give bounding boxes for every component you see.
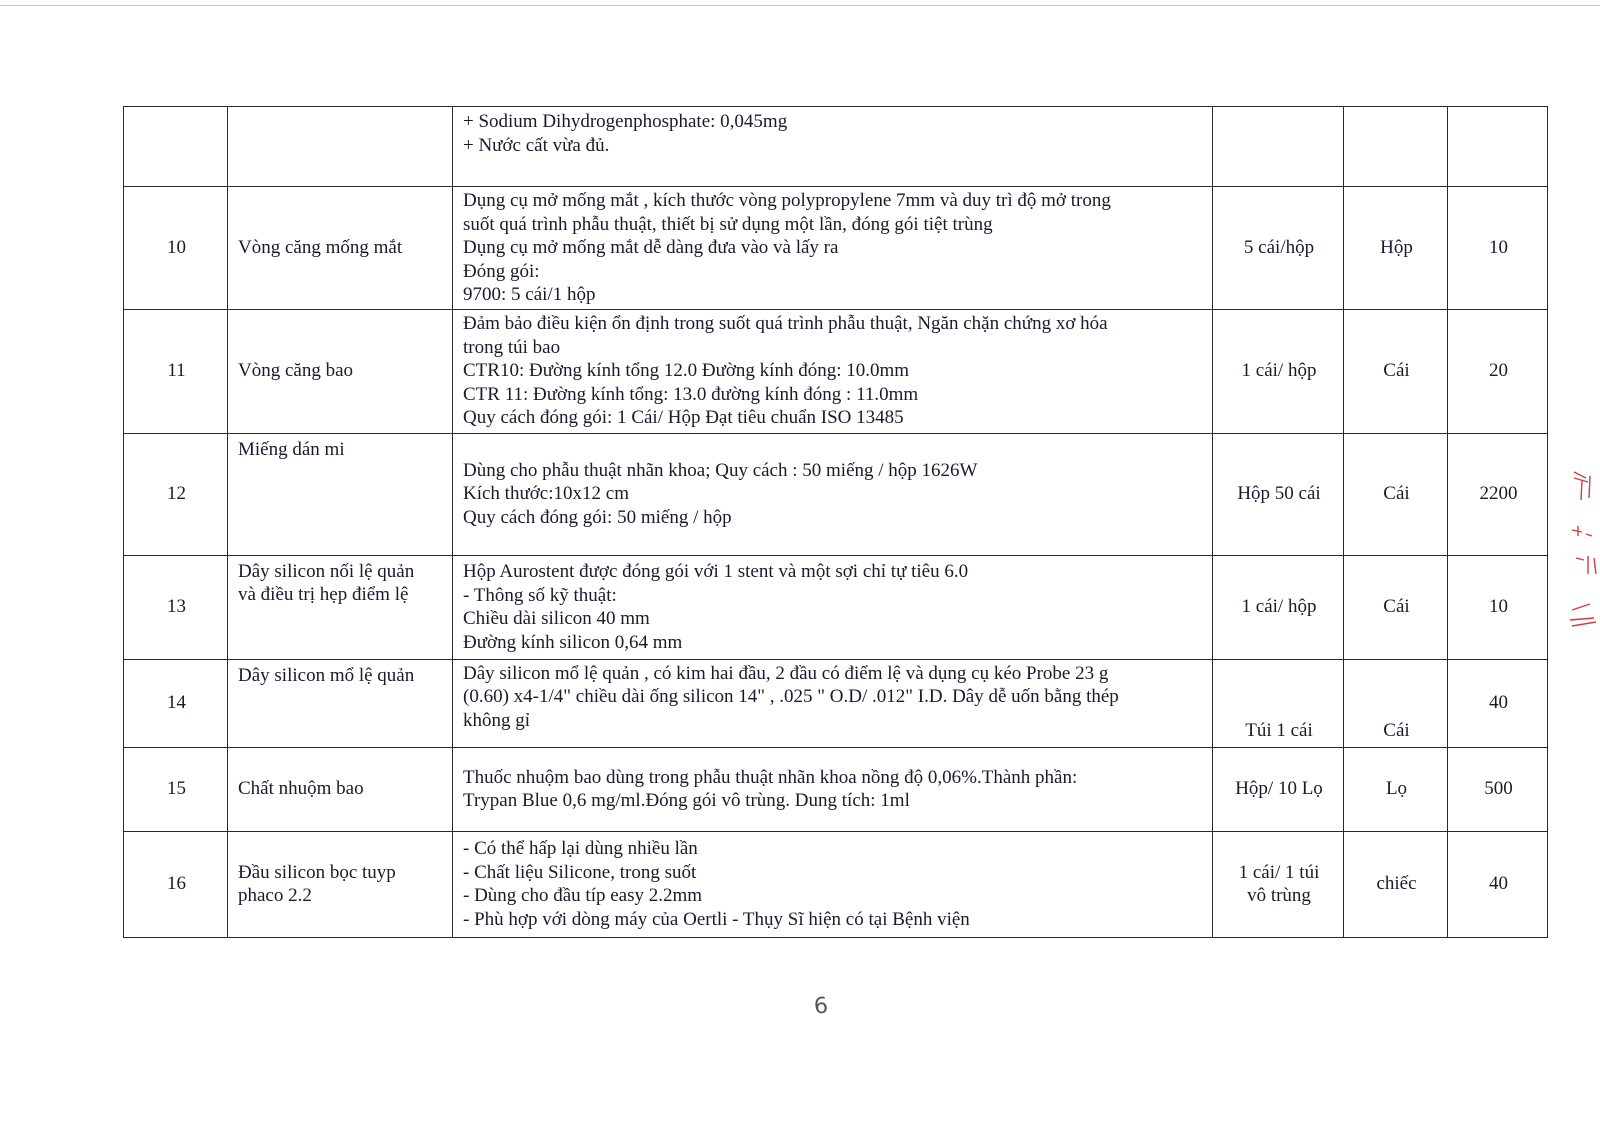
spec-line: Quy cách đóng gói: 1 Cái/ Hộp Đạt tiêu chuẩn ISO 13485 [463, 407, 904, 429]
spec-line: Đóng gói: [463, 260, 540, 282]
spec-line: + Nước cất vừa đủ. [463, 134, 610, 156]
scan-edge-line [0, 5, 1600, 6]
table-row [124, 555, 1548, 659]
spec-line: Dây silicon mổ lệ quản , có kim hai đầu, 2 đầu có điểm lệ và dụng cụ kéo Probe 23 g [463, 662, 1109, 684]
spec-cell [453, 107, 1213, 187]
item-name-cell [228, 187, 453, 310]
spec-line: trong túi bao [463, 336, 561, 358]
packaging-line: 5 cái/hộp [1243, 237, 1315, 258]
unit-cell: Cái [1344, 659, 1448, 747]
spec-line: Trypan Blue 0,6 mg/ml.Đóng gói vô trùng. Dung tích: 1ml [463, 790, 910, 811]
packaging-cell [1213, 747, 1344, 831]
unit-cell: Hộp [1344, 187, 1448, 310]
spec-line: - Có thể hấp lại dùng nhiều lần [463, 838, 698, 859]
item-name-cell [228, 107, 453, 187]
item-name-cell [228, 659, 453, 747]
unit-cell [1344, 107, 1448, 187]
stt-cell: 10 [124, 187, 228, 310]
quantity-cell: 500 [1448, 747, 1548, 831]
spec-cell [453, 831, 1213, 937]
spec-cell [453, 309, 1213, 433]
packaging-cell [1213, 433, 1344, 555]
table-row [124, 433, 1548, 555]
item-name-line: và điều trị hẹp điểm lệ [238, 584, 409, 605]
equipment-spec-table [123, 106, 1548, 938]
spec-line: Dụng cụ mở mống mắt , kích thước vòng polypropylene 7mm và duy trì độ mở trong [463, 190, 1111, 211]
packaging-cell [1213, 555, 1344, 659]
packaging-cell [1213, 187, 1344, 310]
item-name-line: phaco 2.2 [238, 885, 312, 906]
spec-line: suốt quá trình phẫu thuật, thiết bị sử dụng một lần, đóng gói tiệt trùng [463, 213, 993, 235]
stt-cell: 11 [124, 309, 228, 433]
unit-cell: Cái [1344, 309, 1448, 433]
spec-line: + Sodium Dihydrogenphosphate: 0,045mg [463, 111, 788, 132]
stt-cell [124, 107, 228, 187]
spec-line: Chiều dài silicon 40 mm [463, 608, 650, 629]
spec-line: Kích thước:10x12 cm [463, 483, 629, 505]
item-name-cell [228, 747, 453, 831]
spec-line: - Chất liệu Silicone, trong suốt [463, 861, 697, 883]
item-name-line: Miếng dán mi [238, 438, 345, 460]
quantity-cell: 20 [1448, 309, 1548, 433]
item-name-cell [228, 309, 453, 433]
item-name-line: Dây silicon nối lệ quản [238, 560, 415, 582]
spec-line: 9700: 5 cái/1 hộp [463, 284, 596, 305]
packaging-line: 1 cái/ hộp [1241, 596, 1317, 618]
item-name-line: Dây silicon mổ lệ quản [238, 664, 415, 686]
spec-line: không gỉ [463, 709, 531, 731]
packaging-cell [1213, 831, 1344, 937]
table-row [124, 107, 1548, 187]
item-name-cell [228, 831, 453, 937]
packaging-line: 1 cái/ hộp [1241, 360, 1317, 382]
table-row [124, 187, 1548, 310]
red-stamp-fragment [1568, 470, 1598, 640]
spec-line: - Dùng cho đầu típ easy 2.2mm [463, 885, 703, 906]
spec-line: (0.60) x4-1/4" chiều dài ống silicon 14" , .025 " O.D/ .012" I.D. Dây dễ uốn bằng thép [463, 686, 1119, 707]
unit-cell: Cái [1344, 433, 1448, 555]
spec-line: - Thông số kỹ thuật: [463, 584, 617, 606]
spec-line: Dụng cụ mở mống mắt dễ dàng đưa vào và lấy ra [463, 237, 839, 258]
packaging-line: Túi 1 cái [1245, 720, 1313, 741]
quantity-cell: 40 [1448, 831, 1548, 937]
spec-cell [453, 659, 1213, 747]
page-number: 6 [812, 993, 830, 1020]
packaging-line: 1 cái/ 1 túi [1238, 861, 1320, 883]
packaging-line: Hộp 50 cái [1237, 483, 1321, 505]
spec-cell [453, 555, 1213, 659]
quantity-cell: 2200 [1448, 433, 1548, 555]
packaging-cell [1213, 309, 1344, 433]
item-name-cell [228, 555, 453, 659]
table-row [124, 747, 1548, 831]
item-name-line: Vòng căng bao [238, 360, 354, 382]
quantity-cell: 40 [1448, 659, 1548, 747]
table-row [124, 831, 1548, 937]
spec-line: Dùng cho phẫu thuật nhãn khoa; Quy cách : 50 miếng / hộp 1626W [463, 459, 978, 481]
packaging-cell [1213, 107, 1344, 187]
quantity-cell [1448, 107, 1548, 187]
stt-cell: 15 [124, 747, 228, 831]
spec-line: Đảm bảo điều kiện ổn định trong suốt quá trình phẫu thuật, Ngăn chặn chứng xơ hóa [463, 313, 1108, 335]
item-name-cell [228, 433, 453, 555]
item-name-line: Chất nhuộm bao [238, 778, 364, 800]
spec-cell [453, 747, 1213, 831]
spec-line: - Phù hợp với dòng máy của Oertli - Thụy Sĩ hiện có tại Bệnh viện [463, 908, 970, 930]
quantity-cell: 10 [1448, 187, 1548, 310]
unit-cell: Cái [1344, 555, 1448, 659]
spec-line: Hộp Aurostent được đóng gói với 1 stent và một sợi chỉ tự tiêu 6.0 [463, 561, 969, 582]
spec-line: Quy cách đóng gói: 50 miếng / hộp [463, 506, 732, 528]
item-name-line: Đầu silicon bọc tuyp [238, 861, 396, 883]
packaging-line: vô trùng [1247, 885, 1311, 906]
stt-cell: 13 [124, 555, 228, 659]
spec-line: CTR10: Đường kính tổng 12.0 Đường kính đóng: 10.0mm [463, 360, 910, 382]
stt-cell: 14 [124, 659, 228, 747]
packaging-cell [1213, 659, 1344, 747]
spec-line: CTR 11: Đường kính tổng: 13.0 đường kính đóng : 11.0mm [463, 383, 919, 405]
spec-cell [453, 187, 1213, 310]
stt-cell: 12 [124, 433, 228, 555]
quantity-cell: 10 [1448, 555, 1548, 659]
unit-cell: chiếc [1344, 831, 1448, 937]
spec-cell [453, 433, 1213, 555]
table-row [124, 309, 1548, 433]
stt-cell: 16 [124, 831, 228, 937]
table-row [124, 659, 1548, 747]
unit-cell: Lọ [1344, 747, 1448, 831]
spec-line: Thuốc nhuộm bao dùng trong phẫu thuật nhãn khoa nồng độ 0,06%.Thành phần: [463, 766, 1078, 788]
spec-line: Đường kính silicon 0,64 mm [463, 631, 683, 653]
packaging-line: Hộp/ 10 Lọ [1235, 778, 1323, 800]
item-name-line: Vòng căng mống mắt [238, 237, 403, 258]
